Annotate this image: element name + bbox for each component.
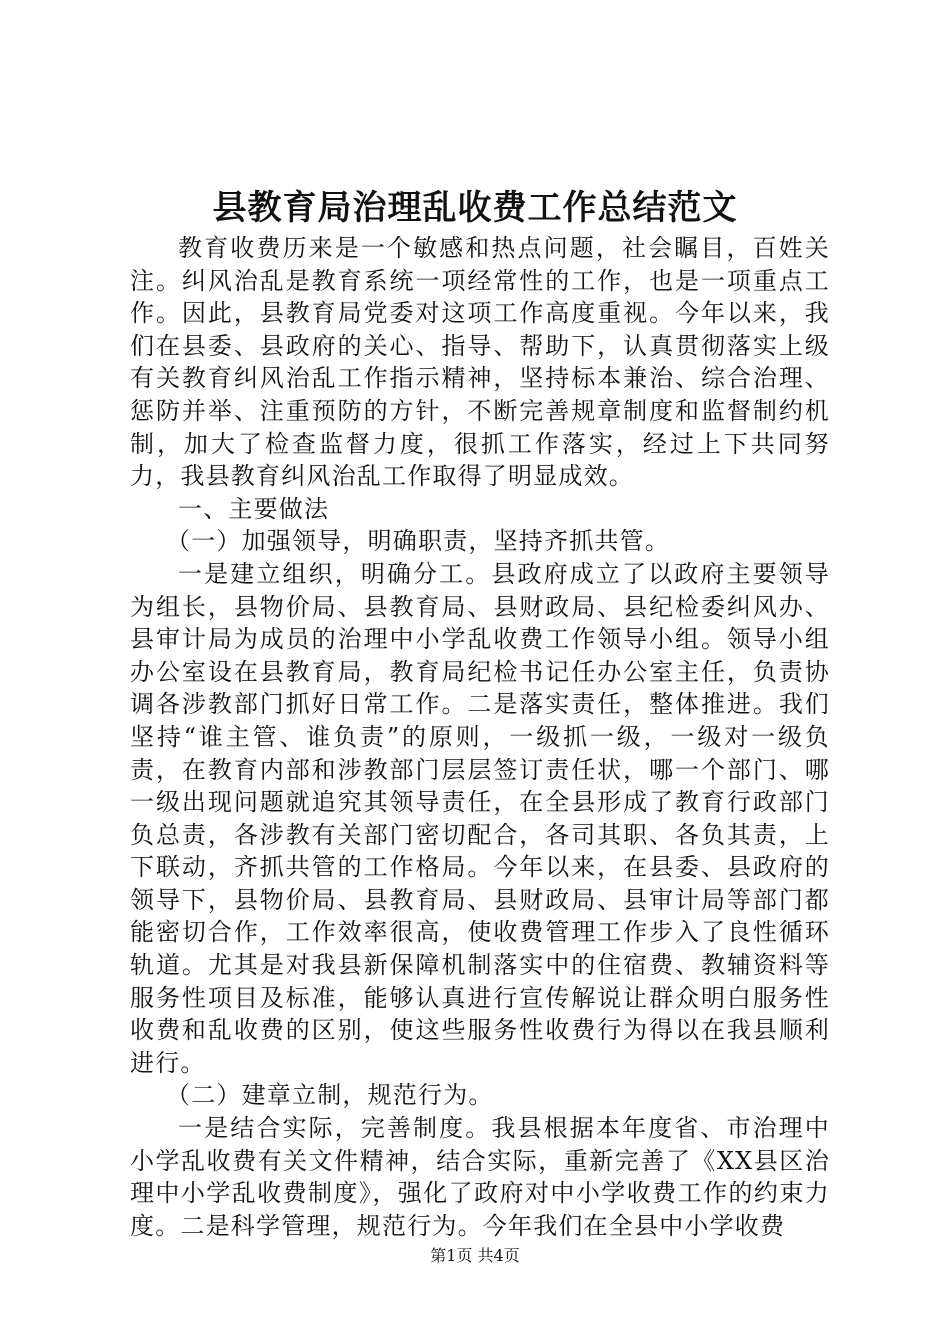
- leadership-paragraph: 一是建立组织，明确分工。县政府成立了以政府主要领导为组长，县物价局、县教育局、县财政局、县纪检委纠风办、县审计局为成员的治理中小学乱收费工作领导小组。领导小组办公室设在县教育局，教育局纪检书记任办公室主任，负责协调各涉教部门抓好日常工作。二是落实责任，整体推进。我们坚持“谁主管、谁负责”的原则，一级抓一级，一级对一级负责，在教育内部和涉教部门层层签订责任状，哪一个部门、哪一级出现问题就追究其领导责任，在全县形成了教育行政部门负总责，各涉教有关部门密切配合，各司其职、各负其责，上下联动，齐抓共管的工作格局。今年以来，在县委、县政府的领导下，县物价局、县教育局、县财政局、县审计局等部门都能密切合作，工作效率很高，使收费管理工作步入了良性循环轨道。尤其是对我县新保障机制落实中的住宿费、教辅资料等服务性项目及标准，能够认真进行宣传解说让群众明白服务性收费和乱收费的区别，使这些服务性收费行为得以在我县顺利进行。: [130, 559, 830, 1077]
- intro-paragraph: 教育收费历来是一个敏感和热点问题，社会瞩目，百姓关注。纠风治乱是教育系统一项经常性的工作，也是一项重点工作。因此，县教育局党委对这项工作高度重视。今年以来，我们在县委、县政府的关心、指导、帮助下，认真贯彻落实上级有关教育纠风治乱工作指示精神，坚持标本兼治、综合治理、惩防并举、注重预防的方针，不断完善规章制度和监督制约机制，加大了检查监督力度，很抓工作落实，经过上下共同努力，我县教育纠风治乱工作取得了明显成效。: [130, 234, 830, 491]
- section-heading-main-practices: 一、主要做法: [178, 494, 330, 523]
- subsection-heading-regulations: （二）建章立制，规范行为。: [166, 1081, 494, 1110]
- regulations-paragraph: 一是结合实际，完善制度。我县根据本年度省、市治理中小学乱收费有关文件精神，结合实际，重新完善了《XX县区治理中小学乱收费制度》，强化了政府对中小学收费工作的约束力度。二是科学管理，规范行为。今年我们在全县中小学收费: [130, 1114, 830, 1240]
- subsection-heading-leadership: （一）加强领导，明确职责，坚持齐抓共管。: [166, 527, 670, 556]
- page-number-footer: 第1页 共4页: [430, 1246, 520, 1265]
- document-body: [130, 232, 830, 1242]
- document-title: 县教育局治理乱收费工作总结范文: [212, 188, 738, 228]
